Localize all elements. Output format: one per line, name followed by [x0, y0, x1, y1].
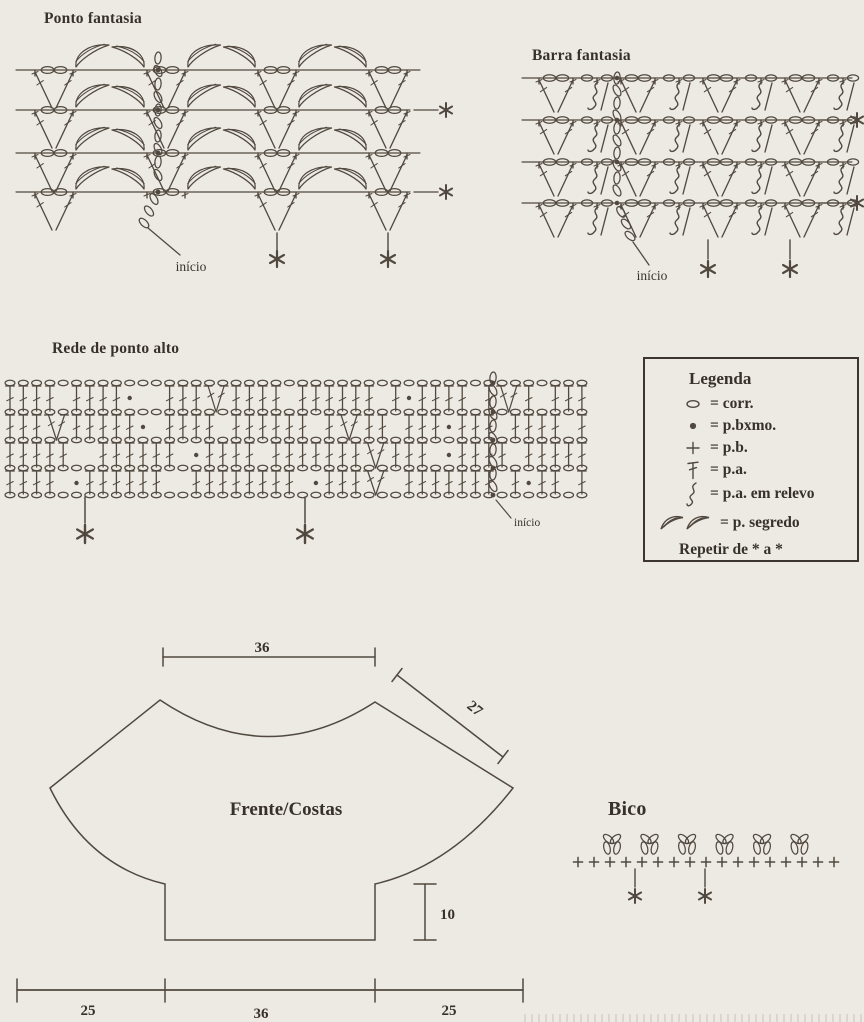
legend-item-label: = p.a. em relevo: [710, 484, 815, 502]
barra-fantasia-stitches: [522, 72, 863, 277]
ponto-fantasia-stitches: [16, 44, 452, 267]
double-crochet-icon: [683, 460, 703, 480]
ponto-fantasia-chart: [8, 38, 460, 290]
barra-inicio-label: início: [636, 268, 668, 283]
rede-ponto-alto-chart: [0, 372, 600, 572]
ponto-fantasia-title: Ponto fantasia: [44, 10, 142, 27]
legend-item-relief: [683, 481, 851, 506]
dim-sleeve-edge: 27: [463, 697, 486, 720]
legend-item-double: [683, 459, 851, 480]
piece-label: Frente/Costas: [229, 799, 343, 820]
legend-item-label: = p.b.: [710, 438, 748, 456]
rede-stitches: [5, 372, 587, 543]
barra-fantasia-chart: [518, 62, 864, 304]
legend-item-label: = p.bxmo.: [710, 416, 777, 434]
relief-double-crochet-icon: [683, 481, 703, 507]
barra-fantasia-title: Barra fantasia: [532, 47, 631, 64]
legend-item-slip: [683, 415, 851, 436]
legend-item-label: = p.a.: [710, 460, 747, 478]
bico-stitches: [573, 833, 838, 903]
bico-title: Bico: [608, 798, 647, 820]
legend-item-chain: [683, 393, 851, 414]
ponto-inicio-label: início: [175, 259, 207, 274]
garment-schematic: [0, 622, 560, 1022]
schematic-lines: [17, 648, 523, 1002]
legend-repeat-note: Repetir de * a *: [679, 541, 783, 558]
legend-item-label: = corr.: [710, 394, 754, 412]
page-edge-artifact: [524, 1014, 864, 1022]
secret-stitch-icon: [659, 513, 713, 533]
dim-band-height: 10: [440, 907, 455, 923]
garment-outline: [50, 697, 513, 940]
rede-ponto-alto-title: Rede de ponto alto: [52, 340, 180, 357]
legend-item-single: [683, 437, 851, 458]
dim-bottom-center: 36: [253, 1006, 269, 1022]
dim-bottom-right: 25: [441, 1003, 457, 1019]
slip-stitch-icon: [683, 420, 703, 432]
bico-chart: [562, 790, 864, 918]
legend-item-secret: [659, 509, 851, 537]
single-crochet-icon: [683, 441, 703, 455]
chain-icon: [683, 398, 703, 410]
legend-item-label: = p. segredo: [720, 514, 800, 531]
dim-top-width: 36: [254, 640, 270, 656]
legend-box: [643, 357, 859, 562]
rede-inicio-label: início: [514, 517, 541, 529]
dim-bottom-left: 25: [80, 1003, 96, 1019]
legend-title: Legenda: [689, 369, 752, 388]
